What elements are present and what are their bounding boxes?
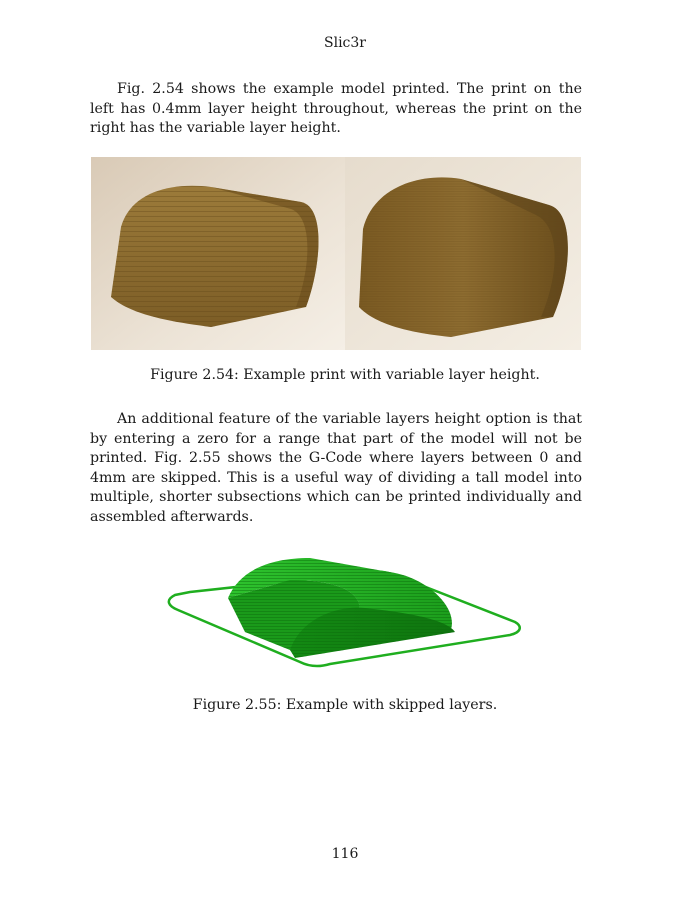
running-header: Slic3r — [324, 35, 366, 51]
figure-2-54-caption: Figure 2.54: Example print with variable layer height. — [150, 367, 540, 383]
paragraph-variable-layers: An additional feature of the variable layers height option is that by entering a zero for a range that part of the model will not be printed. Fig. 2.55 shows the G-Code where layers between 0 and 4mm are skipped. This is a useful way of dividing a tall model into multiple, shorter subsections which can be printed individually and assembled afterwards. — [90, 411, 582, 525]
print-left-constant-layers — [111, 186, 319, 327]
paragraph-intro: Fig. 2.54 shows the example model printed. The print on the left has 0.4mm layer height throughout, whereas the print on the right has the variable layer height. — [90, 81, 582, 136]
page-number: 116 — [331, 846, 359, 862]
figure-2-55-caption: Figure 2.55: Example with skipped layers. — [192, 697, 498, 713]
figure-2-55-gcode-render — [150, 540, 530, 670]
figure-2-54-photo — [91, 157, 581, 350]
